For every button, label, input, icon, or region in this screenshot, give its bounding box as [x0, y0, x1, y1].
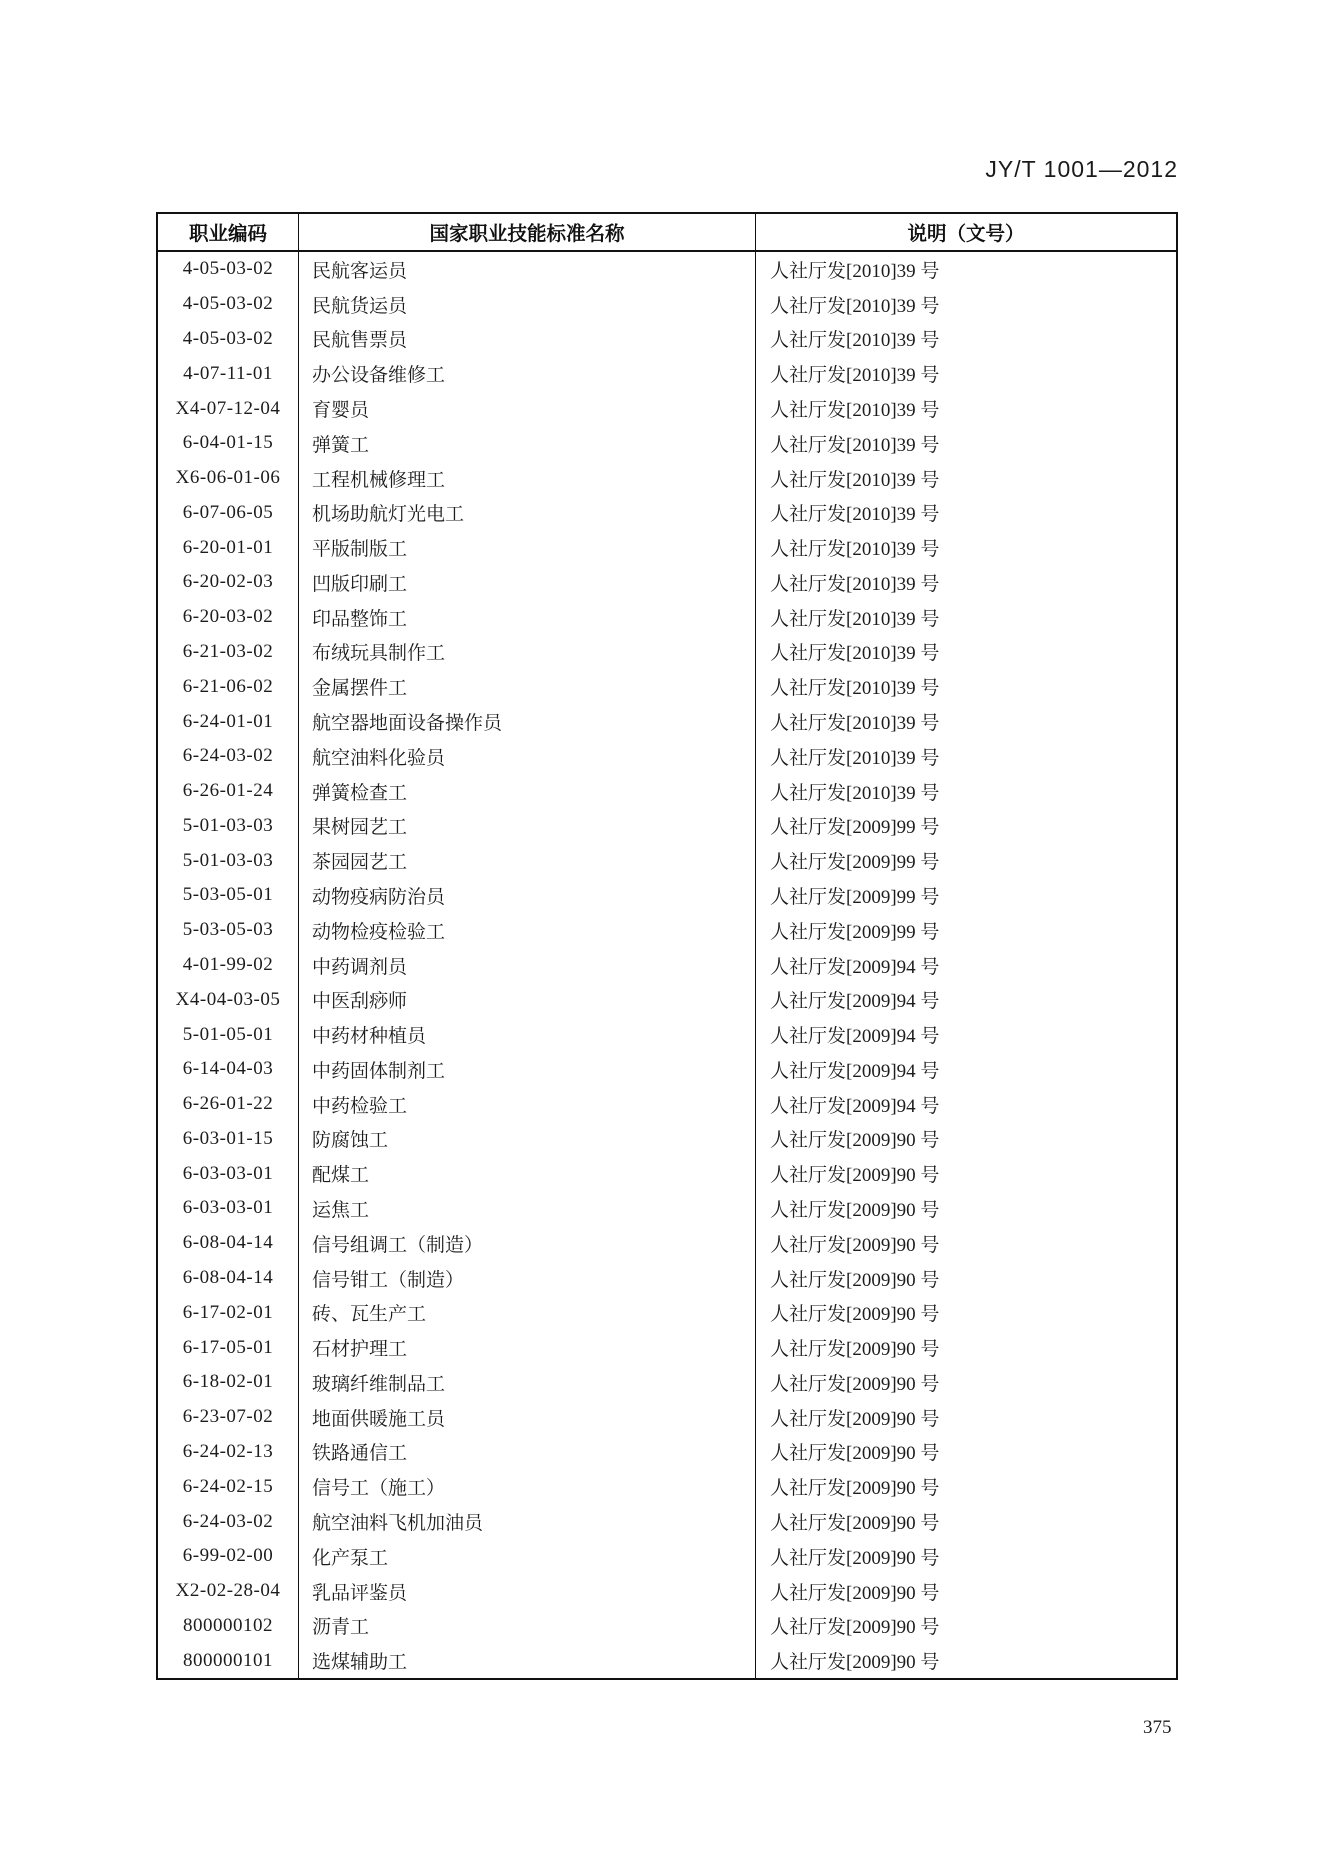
standard-name-cell: 民航售票员	[299, 322, 756, 357]
occupation-code-cell: X4-07-12-04	[158, 391, 299, 426]
occupation-code-cell: 6-17-05-01	[158, 1330, 299, 1365]
standard-name-cell: 航空油料化验员	[299, 739, 756, 774]
standard-name-cell: 铁路通信工	[299, 1435, 756, 1470]
occupation-code-cell: 6-07-06-05	[158, 495, 299, 530]
occupation-code-cell: 6-17-02-01	[158, 1295, 299, 1330]
note-cell: 人社厅发[2010]39 号	[770, 539, 940, 561]
table-row	[158, 704, 1176, 739]
standard-name-cell: 凹版印刷工	[299, 565, 756, 600]
occupation-code-cell: 6-99-02-00	[158, 1539, 299, 1574]
note-cell: 人社厅发[2009]99 号	[770, 921, 940, 943]
note-cell: 人社厅发[2010]39 号	[770, 469, 940, 491]
note-cell: 人社厅发[2010]39 号	[770, 434, 940, 456]
standard-name-cell: 果树园艺工	[299, 809, 756, 844]
note-cell: 人社厅发[2009]90 号	[770, 1513, 940, 1535]
note-cell: 人社厅发[2009]90 号	[770, 1547, 940, 1569]
standard-name-cell: 布绒玩具制作工	[299, 635, 756, 670]
occupation-code-cell: 6-20-01-01	[158, 530, 299, 565]
note-cell: 人社厅发[2010]39 号	[770, 504, 940, 526]
occupation-code-cell: 6-24-02-15	[158, 1469, 299, 1504]
occupation-code-cell: 5-03-05-03	[158, 913, 299, 948]
standard-name-cell: 茶园园艺工	[299, 843, 756, 878]
table-row	[158, 913, 1176, 948]
note-cell: 人社厅发[2010]39 号	[770, 782, 940, 804]
table-row	[158, 669, 1176, 704]
standard-name-cell: 信号钳工（制造）	[299, 1261, 756, 1296]
occupation-code-cell: 6-20-03-02	[158, 600, 299, 635]
occupation-code-cell: 4-01-99-02	[158, 948, 299, 983]
table-row	[158, 982, 1176, 1017]
standard-name-cell: 办公设备维修工	[299, 356, 756, 391]
standards-table	[156, 212, 1178, 1680]
note-cell: 人社厅发[2010]39 号	[770, 260, 940, 282]
occupation-code-cell: X6-06-01-06	[158, 461, 299, 496]
note-cell: 人社厅发[2009]90 号	[770, 1478, 940, 1500]
note-cell: 人社厅发[2010]39 号	[770, 573, 940, 595]
table-row	[158, 1261, 1176, 1296]
occupation-code-cell: 6-26-01-22	[158, 1087, 299, 1122]
table-row	[158, 1574, 1176, 1609]
table-row	[158, 252, 1176, 287]
occupation-code-cell: 4-07-11-01	[158, 356, 299, 391]
occupation-code-cell: 6-24-02-13	[158, 1435, 299, 1470]
standard-name-cell: 航空器地面设备操作员	[299, 704, 756, 739]
note-cell: 人社厅发[2009]90 号	[770, 1234, 940, 1256]
occupation-code-cell: 6-21-06-02	[158, 669, 299, 704]
table-row	[158, 1191, 1176, 1226]
standard-name-cell: 中药材种植员	[299, 1017, 756, 1052]
occupation-code-cell: 6-21-03-02	[158, 635, 299, 670]
standard-name-cell: 信号组调工（制造）	[299, 1226, 756, 1261]
standard-name-cell: 航空油料飞机加油员	[299, 1504, 756, 1539]
occupation-code-cell: 4-05-03-02	[158, 322, 299, 357]
note-cell: 人社厅发[2009]99 号	[770, 886, 940, 908]
table-row	[158, 565, 1176, 600]
standard-name-cell: 平版制版工	[299, 530, 756, 565]
occupation-code-cell: 6-03-01-15	[158, 1122, 299, 1157]
standard-name-cell: 育婴员	[299, 391, 756, 426]
note-cell: 人社厅发[2009]90 号	[770, 1304, 940, 1326]
standard-name-cell: 乳品评鉴员	[299, 1574, 756, 1609]
table-row	[158, 356, 1176, 391]
table-row	[158, 1295, 1176, 1330]
note-cell: 人社厅发[2009]90 号	[770, 1199, 940, 1221]
table-row	[158, 426, 1176, 461]
table-row	[158, 1400, 1176, 1435]
note-cell: 人社厅发[2010]39 号	[770, 643, 940, 665]
standard-name-cell: 弹簧检查工	[299, 774, 756, 809]
occupation-code-cell: 6-18-02-01	[158, 1365, 299, 1400]
note-cell: 人社厅发[2010]39 号	[770, 400, 940, 422]
note-cell: 人社厅发[2010]39 号	[770, 678, 940, 700]
note-cell: 人社厅发[2009]90 号	[770, 1269, 940, 1291]
note-cell: 人社厅发[2010]39 号	[770, 713, 940, 735]
note-cell: 人社厅发[2009]99 号	[770, 852, 940, 874]
table-row	[158, 878, 1176, 913]
standard-name-cell: 中药检验工	[299, 1087, 756, 1122]
occupation-code-cell: 6-08-04-14	[158, 1226, 299, 1261]
table-row	[158, 774, 1176, 809]
note-cell: 人社厅发[2009]90 号	[770, 1130, 940, 1152]
occupation-code-cell: 800000102	[158, 1608, 299, 1643]
note-cell: 人社厅发[2010]39 号	[770, 608, 940, 630]
table-row	[158, 600, 1176, 635]
standard-name-cell: 玻璃纤维制品工	[299, 1365, 756, 1400]
standard-name-cell: 工程机械修理工	[299, 461, 756, 496]
note-cell: 人社厅发[2010]39 号	[770, 330, 940, 352]
standard-name-cell: 弹簧工	[299, 426, 756, 461]
table-row	[158, 843, 1176, 878]
note-cell: 人社厅发[2009]90 号	[770, 1582, 940, 1604]
table-row	[158, 461, 1176, 496]
note-cell: 人社厅发[2009]94 号	[770, 956, 940, 978]
note-cell: 人社厅发[2010]39 号	[770, 747, 940, 769]
note-cell: 人社厅发[2009]94 号	[770, 1026, 940, 1048]
standard-number: JY/T 1001—2012	[985, 156, 1178, 182]
table-row	[158, 1017, 1176, 1052]
table-row	[158, 948, 1176, 983]
standard-name-cell: 中药固体制剂工	[299, 1052, 756, 1087]
occupation-code-cell: 6-20-02-03	[158, 565, 299, 600]
occupation-code-cell: 6-26-01-24	[158, 774, 299, 809]
table-row	[158, 1435, 1176, 1470]
note-cell: 人社厅发[2010]39 号	[770, 365, 940, 387]
note-cell: 人社厅发[2009]90 号	[770, 1443, 940, 1465]
table-body	[158, 252, 1176, 1678]
occupation-code-cell: 6-24-01-01	[158, 704, 299, 739]
standard-name-cell: 印品整饰工	[299, 600, 756, 635]
standard-name-cell: 金属摆件工	[299, 669, 756, 704]
column-header-note: 说明（文号）	[907, 223, 1025, 245]
note-cell: 人社厅发[2009]90 号	[770, 1617, 940, 1639]
table-row	[158, 809, 1176, 844]
standard-name-cell: 动物疫病防治员	[299, 878, 756, 913]
table-row	[158, 1643, 1176, 1678]
standard-name-cell: 民航货运员	[299, 287, 756, 322]
table-row	[158, 1504, 1176, 1539]
occupation-code-cell: 6-23-07-02	[158, 1400, 299, 1435]
table-row	[158, 287, 1176, 322]
standard-name-cell: 沥青工	[299, 1608, 756, 1643]
column-header-occupation-code: 职业编码	[158, 214, 299, 250]
standard-name-cell: 动物检疫检验工	[299, 913, 756, 948]
table-row	[158, 1087, 1176, 1122]
note-cell: 人社厅发[2009]94 号	[770, 991, 940, 1013]
occupation-code-cell: 6-24-03-02	[158, 1504, 299, 1539]
occupation-code-cell: 800000101	[158, 1643, 299, 1678]
occupation-code-cell: 5-01-05-01	[158, 1017, 299, 1052]
note-cell: 人社厅发[2009]94 号	[770, 1060, 940, 1082]
occupation-code-cell: 5-03-05-01	[158, 878, 299, 913]
standard-name-cell: 砖、瓦生产工	[299, 1295, 756, 1330]
note-cell: 人社厅发[2009]94 号	[770, 1095, 940, 1117]
occupation-code-cell: 6-14-04-03	[158, 1052, 299, 1087]
occupation-code-cell: 6-03-03-01	[158, 1191, 299, 1226]
table-row	[158, 1365, 1176, 1400]
table-row	[158, 1608, 1176, 1643]
column-header-standard-name: 国家职业技能标准名称	[299, 214, 756, 250]
note-cell: 人社厅发[2009]90 号	[770, 1408, 940, 1430]
table-row	[158, 530, 1176, 565]
note-cell: 人社厅发[2009]90 号	[770, 1339, 940, 1361]
note-cell: 人社厅发[2009]99 号	[770, 817, 940, 839]
occupation-code-cell: 4-05-03-02	[158, 252, 299, 287]
occupation-code-cell: 6-03-03-01	[158, 1156, 299, 1191]
standard-name-cell: 民航客运员	[299, 252, 756, 287]
occupation-code-cell: 6-04-01-15	[158, 426, 299, 461]
standard-name-cell: 信号工（施工）	[299, 1469, 756, 1504]
standard-name-cell: 机场助航灯光电工	[299, 495, 756, 530]
table-row	[158, 391, 1176, 426]
occupation-code-cell: X4-04-03-05	[158, 982, 299, 1017]
table-row	[158, 1052, 1176, 1087]
standard-name-cell: 石材护理工	[299, 1330, 756, 1365]
standard-name-cell: 运焦工	[299, 1191, 756, 1226]
table-row	[158, 1226, 1176, 1261]
table-row	[158, 1469, 1176, 1504]
table-header-row	[158, 214, 1176, 252]
standard-name-cell: 地面供暖施工员	[299, 1400, 756, 1435]
page-number: 375	[1143, 1717, 1172, 1738]
table-row	[158, 635, 1176, 670]
standard-name-cell: 防腐蚀工	[299, 1122, 756, 1157]
occupation-code-cell: 6-24-03-02	[158, 739, 299, 774]
note-cell: 人社厅发[2009]90 号	[770, 1165, 940, 1187]
standard-name-cell: 配煤工	[299, 1156, 756, 1191]
note-cell: 人社厅发[2010]39 号	[770, 295, 940, 317]
occupation-code-cell: 4-05-03-02	[158, 287, 299, 322]
note-cell: 人社厅发[2009]90 号	[770, 1652, 940, 1674]
table-row	[158, 495, 1176, 530]
occupation-code-cell: 5-01-03-03	[158, 809, 299, 844]
table-row	[158, 739, 1176, 774]
standard-name-cell: 选煤辅助工	[299, 1643, 756, 1678]
standard-name-cell: 中医刮痧师	[299, 982, 756, 1017]
table-row	[158, 1156, 1176, 1191]
note-cell: 人社厅发[2009]90 号	[770, 1373, 940, 1395]
occupation-code-cell: X2-02-28-04	[158, 1574, 299, 1609]
table-row	[158, 322, 1176, 357]
standard-name-cell: 化产泵工	[299, 1539, 756, 1574]
table-row	[158, 1122, 1176, 1157]
table-row	[158, 1539, 1176, 1574]
standard-name-cell: 中药调剂员	[299, 948, 756, 983]
occupation-code-cell: 5-01-03-03	[158, 843, 299, 878]
occupation-code-cell: 6-08-04-14	[158, 1261, 299, 1296]
table-row	[158, 1330, 1176, 1365]
